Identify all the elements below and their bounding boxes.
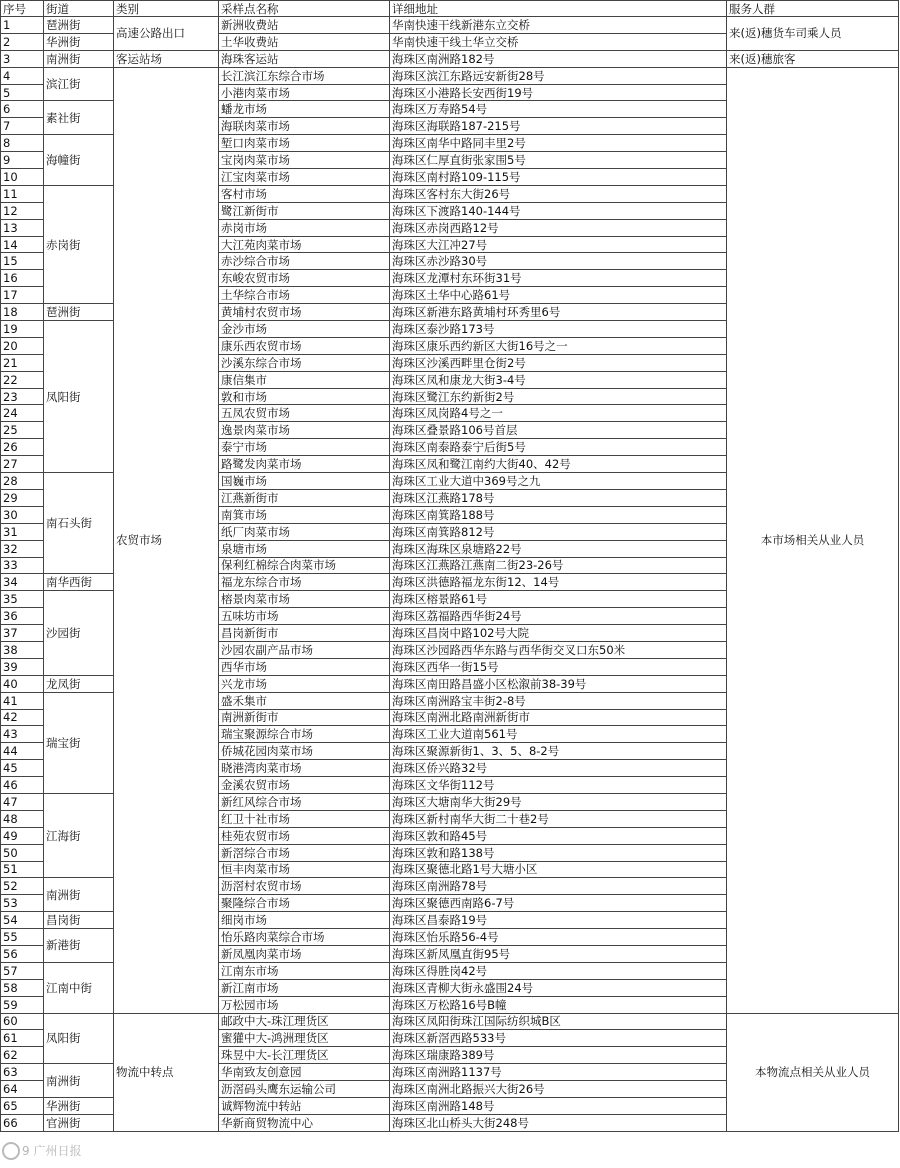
street-cell: 琶洲街 xyxy=(44,304,114,321)
row-index: 61 xyxy=(1,1030,44,1047)
address-cell: 海珠区江燕路178号 xyxy=(390,489,727,506)
header-category: 类别 xyxy=(114,1,219,17)
site-name-cell: 红卫十社市场 xyxy=(219,810,390,827)
row-index: 43 xyxy=(1,726,44,743)
site-name-cell: 土华收费站 xyxy=(219,33,390,50)
address-cell: 海珠区叠景路106号首层 xyxy=(390,422,727,439)
row-index: 23 xyxy=(1,388,44,405)
site-name-cell: 康信集市 xyxy=(219,371,390,388)
row-index: 60 xyxy=(1,1013,44,1030)
address-cell: 海珠区昌泰路19号 xyxy=(390,912,727,929)
row-index: 3 xyxy=(1,50,44,67)
row-index: 10 xyxy=(1,169,44,186)
row-index: 37 xyxy=(1,625,44,642)
street-cell: 凤阳街 xyxy=(44,321,114,473)
header-service-group: 服务人群 xyxy=(727,1,899,17)
site-name-cell: 南洲新街市 xyxy=(219,709,390,726)
row-index: 16 xyxy=(1,270,44,287)
address-cell: 海珠区凤和鹭江南约大街40、42号 xyxy=(390,456,727,473)
street-cell: 华洲街 xyxy=(44,1098,114,1115)
row-index: 64 xyxy=(1,1081,44,1098)
row-index: 36 xyxy=(1,608,44,625)
address-cell: 海珠区南洲北路振兴大街26号 xyxy=(390,1081,727,1098)
row-index: 42 xyxy=(1,709,44,726)
site-name-cell: 南箕市场 xyxy=(219,506,390,523)
address-cell: 海珠区新滘西路533号 xyxy=(390,1030,727,1047)
service-group-cell: 来(返)穗货车司乘人员 xyxy=(727,17,899,51)
address-cell: 海珠区北山桥头大街248号 xyxy=(390,1114,727,1131)
header-address: 详细地址 xyxy=(390,1,727,17)
street-cell: 新港街 xyxy=(44,929,114,963)
address-cell: 海珠区赤沙路30号 xyxy=(390,253,727,270)
address-cell: 海珠区下渡路140-144号 xyxy=(390,202,727,219)
row-index: 59 xyxy=(1,996,44,1013)
street-cell: 海幢街 xyxy=(44,135,114,186)
address-cell: 华南快速干线土华立交桥 xyxy=(390,33,727,50)
address-cell: 海珠区工业大道中369号之九 xyxy=(390,473,727,490)
address-cell: 海珠区新港东路黄埔村环秀里6号 xyxy=(390,304,727,321)
site-name-cell: 新洲收费站 xyxy=(219,17,390,34)
address-cell: 海珠区南洲路78号 xyxy=(390,878,727,895)
address-cell: 海珠区青柳大街永盛围24号 xyxy=(390,979,727,996)
row-index: 40 xyxy=(1,675,44,692)
site-name-cell: 瑞宝聚源综合市场 xyxy=(219,726,390,743)
street-cell: 龙凤街 xyxy=(44,675,114,692)
street-cell: 昌岗街 xyxy=(44,912,114,929)
site-name-cell: 黄埔村农贸市场 xyxy=(219,304,390,321)
site-name-cell: 诚辉物流中转站 xyxy=(219,1098,390,1115)
address-cell: 海珠区大江冲27号 xyxy=(390,236,727,253)
address-cell: 海珠区洪德路福龙东街12、14号 xyxy=(390,574,727,591)
street-cell: 江海街 xyxy=(44,793,114,877)
row-index: 49 xyxy=(1,827,44,844)
row-index: 54 xyxy=(1,912,44,929)
site-name-cell: 赤岗市场 xyxy=(219,219,390,236)
address-cell: 海珠区海联路187-215号 xyxy=(390,118,727,135)
site-name-cell: 桂苑农贸市场 xyxy=(219,827,390,844)
address-cell: 海珠区新凤凰直街95号 xyxy=(390,945,727,962)
address-cell: 海珠区南泰路泰宁后街5号 xyxy=(390,439,727,456)
street-cell: 滨江街 xyxy=(44,67,114,101)
site-name-cell: 怡乐路肉菜综合市场 xyxy=(219,929,390,946)
street-cell: 南华西街 xyxy=(44,574,114,591)
address-cell: 海珠区凤和康龙大街3-4号 xyxy=(390,371,727,388)
address-cell: 华南快速干线新港东立交桥 xyxy=(390,17,727,34)
address-cell: 海珠区聚德西南路6-7号 xyxy=(390,895,727,912)
site-name-cell: 小港肉菜市场 xyxy=(219,84,390,101)
row-index: 5 xyxy=(1,84,44,101)
site-name-cell: 沥滘村农贸市场 xyxy=(219,878,390,895)
address-cell: 海珠区南箕路812号 xyxy=(390,523,727,540)
address-cell: 海珠区南村路109-115号 xyxy=(390,169,727,186)
address-cell: 海珠区滨江东路远安新街28号 xyxy=(390,67,727,84)
street-cell: 南洲街 xyxy=(44,878,114,912)
address-cell: 海珠区南洲北路南洲新街市 xyxy=(390,709,727,726)
row-index: 44 xyxy=(1,743,44,760)
address-cell: 海珠区荔福路西华街24号 xyxy=(390,608,727,625)
site-name-cell: 敦和市场 xyxy=(219,388,390,405)
site-name-cell: 西华市场 xyxy=(219,658,390,675)
row-index: 38 xyxy=(1,641,44,658)
site-name-cell: 福龙东综合市场 xyxy=(219,574,390,591)
address-cell: 海珠区仁厚直街张家围5号 xyxy=(390,152,727,169)
service-group-cell: 本物流点相关从业人员 xyxy=(727,1013,899,1131)
address-cell: 海珠区侨兴路32号 xyxy=(390,760,727,777)
category-cell: 农贸市场 xyxy=(114,67,219,1013)
watermark-text: 9 广州日报 xyxy=(22,1143,82,1158)
table-row xyxy=(1,1013,899,1030)
address-cell: 海珠区南洲路182号 xyxy=(390,50,727,67)
row-index: 13 xyxy=(1,219,44,236)
address-cell: 海珠区工业大道南561号 xyxy=(390,726,727,743)
site-name-cell: 沥滘码头鹰东运输公司 xyxy=(219,1081,390,1098)
table-body xyxy=(1,17,899,1132)
row-index: 47 xyxy=(1,793,44,810)
address-cell: 海珠区得胜岗42号 xyxy=(390,962,727,979)
site-name-cell: 金沙市场 xyxy=(219,321,390,338)
street-cell: 琶洲街 xyxy=(44,17,114,34)
row-index: 56 xyxy=(1,945,44,962)
address-cell: 海珠区龙潭村东环街31号 xyxy=(390,270,727,287)
category-cell: 客运站场 xyxy=(114,50,219,67)
site-name-cell: 路鹭发肉菜市场 xyxy=(219,456,390,473)
address-cell: 海珠区南箕路188号 xyxy=(390,506,727,523)
row-index: 14 xyxy=(1,236,44,253)
table-header-row xyxy=(1,1,899,17)
address-cell: 海珠区聚德北路1号大塘小区 xyxy=(390,861,727,878)
site-name-cell: 赤沙综合市场 xyxy=(219,253,390,270)
site-name-cell: 纸厂肉菜市场 xyxy=(219,523,390,540)
site-name-cell: 泰宁市场 xyxy=(219,439,390,456)
category-cell: 物流中转点 xyxy=(114,1013,219,1131)
site-name-cell: 万松园市场 xyxy=(219,996,390,1013)
row-index: 66 xyxy=(1,1114,44,1131)
street-cell: 凤阳街 xyxy=(44,1013,114,1064)
row-index: 4 xyxy=(1,67,44,84)
row-index: 46 xyxy=(1,777,44,794)
site-name-cell: 客村市场 xyxy=(219,185,390,202)
row-index: 1 xyxy=(1,17,44,34)
site-name-cell: 晓港湾肉菜市场 xyxy=(219,760,390,777)
address-cell: 海珠区南洲路宝丰街2-8号 xyxy=(390,692,727,709)
address-cell: 海珠区凤岗路4号之一 xyxy=(390,405,727,422)
table-row xyxy=(1,50,899,67)
address-cell: 海珠区鹭江东约新街2号 xyxy=(390,388,727,405)
site-name-cell: 沙溪东综合市场 xyxy=(219,354,390,371)
watermark-logo xyxy=(2,1142,81,1161)
row-index: 18 xyxy=(1,304,44,321)
site-name-cell: 堑口肉菜市场 xyxy=(219,135,390,152)
address-cell: 海珠区沙溪西畔里仓街2号 xyxy=(390,354,727,371)
address-cell: 海珠区赤岗西路12号 xyxy=(390,219,727,236)
site-name-cell: 聚隆综合市场 xyxy=(219,895,390,912)
row-index: 50 xyxy=(1,844,44,861)
site-name-cell: 五味坊市场 xyxy=(219,608,390,625)
service-group-cell: 来(返)穗旅客 xyxy=(727,50,899,67)
address-cell: 海珠区敦和路45号 xyxy=(390,827,727,844)
address-cell: 海珠区万寿路54号 xyxy=(390,101,727,118)
row-index: 39 xyxy=(1,658,44,675)
category-cell: 高速公路出口 xyxy=(114,17,219,51)
row-index: 32 xyxy=(1,540,44,557)
address-cell: 海珠区沙园路西华东路与西华街交叉口东50米 xyxy=(390,641,727,658)
row-index: 57 xyxy=(1,962,44,979)
row-index: 22 xyxy=(1,371,44,388)
row-index: 28 xyxy=(1,473,44,490)
site-name-cell: 新红风综合市场 xyxy=(219,793,390,810)
site-name-cell: 新江南市场 xyxy=(219,979,390,996)
address-cell: 海珠区海珠区泉塘路22号 xyxy=(390,540,727,557)
table-row xyxy=(1,67,899,84)
row-index: 62 xyxy=(1,1047,44,1064)
street-cell: 瑞宝街 xyxy=(44,692,114,793)
address-cell: 海珠区昌岗中路102号大院 xyxy=(390,625,727,642)
site-name-cell: 恒丰肉菜市场 xyxy=(219,861,390,878)
row-index: 55 xyxy=(1,929,44,946)
wechat-icon xyxy=(2,1142,20,1160)
site-name-cell: 国巍市场 xyxy=(219,473,390,490)
site-name-cell: 海联肉菜市场 xyxy=(219,118,390,135)
site-name-cell: 东峻农贸市场 xyxy=(219,270,390,287)
row-index: 7 xyxy=(1,118,44,135)
site-name-cell: 海珠客运站 xyxy=(219,50,390,67)
header-site-name: 采样点名称 xyxy=(219,1,390,17)
site-name-cell: 细岗市场 xyxy=(219,912,390,929)
site-name-cell: 大江苑肉菜市场 xyxy=(219,236,390,253)
site-name-cell: 康乐西农贸市场 xyxy=(219,337,390,354)
street-cell: 华洲街 xyxy=(44,33,114,50)
address-cell: 海珠区土华中心路61号 xyxy=(390,287,727,304)
address-cell: 海珠区怡乐路56-4号 xyxy=(390,929,727,946)
site-name-cell: 土华综合市场 xyxy=(219,287,390,304)
address-cell: 海珠区文华街112号 xyxy=(390,777,727,794)
row-index: 8 xyxy=(1,135,44,152)
street-cell: 江南中街 xyxy=(44,962,114,1013)
site-name-cell: 盛禾集市 xyxy=(219,692,390,709)
address-cell: 海珠区大塘南华大街29号 xyxy=(390,793,727,810)
row-index: 65 xyxy=(1,1098,44,1115)
address-cell: 海珠区瑞康路389号 xyxy=(390,1047,727,1064)
site-name-cell: 华南致友创意园 xyxy=(219,1064,390,1081)
street-cell: 素社街 xyxy=(44,101,114,135)
row-index: 2 xyxy=(1,33,44,50)
row-index: 9 xyxy=(1,152,44,169)
row-index: 30 xyxy=(1,506,44,523)
site-name-cell: 蟠龙市场 xyxy=(219,101,390,118)
row-index: 25 xyxy=(1,422,44,439)
site-name-cell: 长江滨江东综合市场 xyxy=(219,67,390,84)
address-cell: 海珠区榕景路61号 xyxy=(390,591,727,608)
site-name-cell: 珠昱中大-长江理货区 xyxy=(219,1047,390,1064)
address-cell: 海珠区万松路16号B幢 xyxy=(390,996,727,1013)
site-name-cell: 华新商贸物流中心 xyxy=(219,1114,390,1131)
site-name-cell: 五凤农贸市场 xyxy=(219,405,390,422)
row-index: 48 xyxy=(1,810,44,827)
address-cell: 海珠区南洲路148号 xyxy=(390,1098,727,1115)
row-index: 27 xyxy=(1,456,44,473)
row-index: 20 xyxy=(1,337,44,354)
address-cell: 海珠区康乐西约新区大街16号之一 xyxy=(390,337,727,354)
site-name-cell: 兴龙市场 xyxy=(219,675,390,692)
site-name-cell: 金溪农贸市场 xyxy=(219,777,390,794)
row-index: 6 xyxy=(1,101,44,118)
header-index: 序号 xyxy=(1,1,44,17)
row-index: 35 xyxy=(1,591,44,608)
street-cell: 官洲街 xyxy=(44,1114,114,1131)
address-cell: 海珠区敦和路138号 xyxy=(390,844,727,861)
row-index: 33 xyxy=(1,557,44,574)
address-cell: 海珠区凤阳街珠江国际纺织城B区 xyxy=(390,1013,727,1030)
site-name-cell: 蜜獾中大-鸿洲理货区 xyxy=(219,1030,390,1047)
site-name-cell: 江燕新街市 xyxy=(219,489,390,506)
site-name-cell: 榕景肉菜市场 xyxy=(219,591,390,608)
row-index: 52 xyxy=(1,878,44,895)
row-index: 24 xyxy=(1,405,44,422)
site-name-cell: 鹭江新街市 xyxy=(219,202,390,219)
site-name-cell: 昌岗新街市 xyxy=(219,625,390,642)
address-cell: 海珠区南洲路1137号 xyxy=(390,1064,727,1081)
site-name-cell: 新凤凰肉菜市场 xyxy=(219,945,390,962)
row-index: 26 xyxy=(1,439,44,456)
row-index: 41 xyxy=(1,692,44,709)
site-name-cell: 江南东市场 xyxy=(219,962,390,979)
row-index: 21 xyxy=(1,354,44,371)
street-cell: 沙园街 xyxy=(44,591,114,675)
street-cell: 南洲街 xyxy=(44,1064,114,1098)
row-index: 31 xyxy=(1,523,44,540)
header-street: 街道 xyxy=(44,1,114,17)
address-cell: 海珠区客村东大街26号 xyxy=(390,185,727,202)
address-cell: 海珠区新村南华大街二十巷2号 xyxy=(390,810,727,827)
site-name-cell: 沙园农副产品市场 xyxy=(219,641,390,658)
row-index: 12 xyxy=(1,202,44,219)
site-name-cell: 邮政中大-珠江理货区 xyxy=(219,1013,390,1030)
row-index: 53 xyxy=(1,895,44,912)
address-cell: 海珠区南华中路同丰里2号 xyxy=(390,135,727,152)
row-index: 34 xyxy=(1,574,44,591)
address-cell: 海珠区聚源新街1、3、5、8-2号 xyxy=(390,743,727,760)
street-cell: 赤岗街 xyxy=(44,185,114,303)
row-index: 58 xyxy=(1,979,44,996)
street-cell: 南洲街 xyxy=(44,50,114,67)
row-index: 45 xyxy=(1,760,44,777)
address-cell: 海珠区西华一街15号 xyxy=(390,658,727,675)
row-index: 63 xyxy=(1,1064,44,1081)
site-name-cell: 江宝肉菜市场 xyxy=(219,169,390,186)
address-cell: 海珠区泰沙路173号 xyxy=(390,321,727,338)
table-row xyxy=(1,17,899,34)
street-cell: 南石头街 xyxy=(44,473,114,574)
row-index: 11 xyxy=(1,185,44,202)
site-name-cell: 泉塘市场 xyxy=(219,540,390,557)
row-index: 29 xyxy=(1,489,44,506)
site-name-cell: 侨城花园肉菜市场 xyxy=(219,743,390,760)
row-index: 15 xyxy=(1,253,44,270)
site-name-cell: 新滘综合市场 xyxy=(219,844,390,861)
row-index: 17 xyxy=(1,287,44,304)
address-cell: 海珠区江燕路江燕南二街23-26号 xyxy=(390,557,727,574)
address-cell: 海珠区小港路长安西街19号 xyxy=(390,84,727,101)
site-name-cell: 逸景肉菜市场 xyxy=(219,422,390,439)
row-index: 51 xyxy=(1,861,44,878)
service-group-cell: 本市场相关从业人员 xyxy=(727,67,899,1013)
address-cell: 海珠区南田路昌盛小区松溆前38-39号 xyxy=(390,675,727,692)
row-index: 19 xyxy=(1,321,44,338)
site-name-cell: 宝岗肉菜市场 xyxy=(219,152,390,169)
site-name-cell: 保利红棉综合肉菜市场 xyxy=(219,557,390,574)
